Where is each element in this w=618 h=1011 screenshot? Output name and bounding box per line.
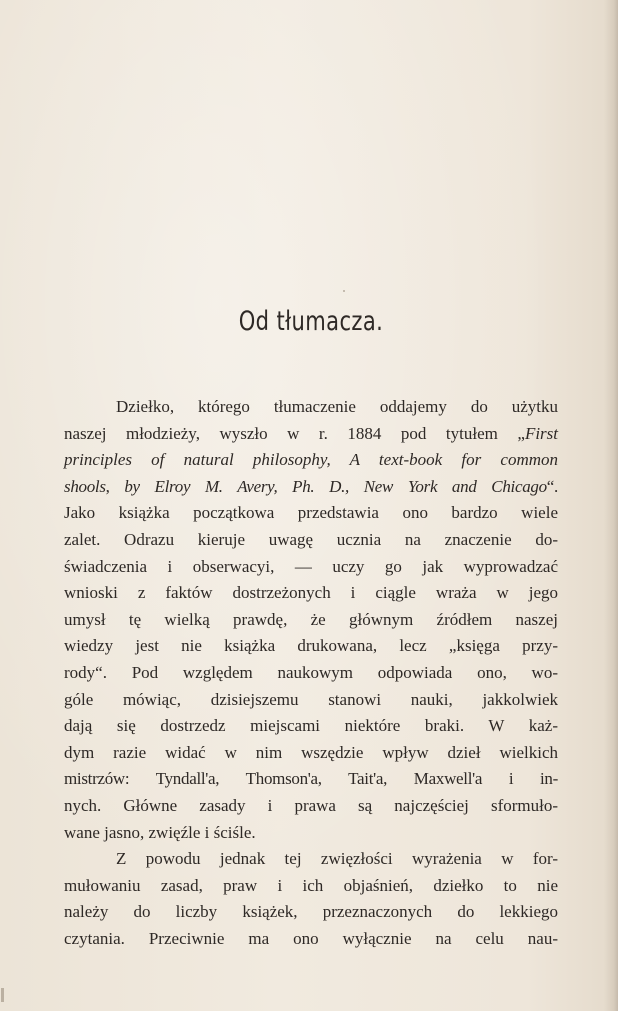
paper-speck [343, 290, 345, 292]
text-line-10: wiedzy jest nie książka drukowana, lecz „księga przy- [64, 636, 558, 656]
text-line-4-end: “. [546, 476, 558, 496]
text-line-15: mistrzów: Tyndall'a, Thomson'a, Tait'a, Maxwell'a i in- [64, 769, 558, 789]
text-line-5: Jako książka początkowa przedstawia ono bardzo wiele [64, 503, 558, 523]
text-line-9: umysł tę wielką prawdę, że głównym źródłem naszej [64, 609, 558, 629]
text-line-4-author: by Elroy M. Avery, Ph. D., New York and Chicago [124, 476, 547, 496]
text-line-14: dym razie widać w nim wszędzie wpływ dzieł wielkich [64, 742, 558, 762]
text-line-3-title: principles of natural philosophy [64, 450, 327, 470]
margin-mark [1, 988, 4, 1002]
text-line-8: wnioski z faktów dostrzeżonych i ciągle wraża w jego [64, 583, 558, 603]
text-line-2-roman: naszej młodzieży, wyszło w r. 1884 pod tytułem „ [64, 423, 525, 443]
text-line-3 [64, 447, 558, 474]
text-line-18: Z powodu jednak tej zwięzłości wyrażenia w for- [116, 849, 558, 869]
text-line-7: świadczenia i obserwacyi, — uczy go jak wyprowadzać [64, 556, 558, 576]
text-line-13: dają się dostrzedz miejscami niektóre braki. W każ- [64, 716, 558, 736]
text-line-4-shools: shools [64, 476, 106, 496]
page-title: Od tłumacza. [238, 306, 384, 337]
text-line-12: góle mówiąc, dzisiejszemu stanowi nauki, jakkolwiek [64, 689, 558, 709]
text-line-19: mułowaniu zasad, praw i ich objaśnień, dziełko to nie [64, 875, 558, 895]
text-line-3-tail: , A text-book for common [326, 450, 559, 470]
text-line-17: wane jasno, zwięźle i ściśle. [64, 822, 256, 842]
text-line-16: nych. Główne zasady i prawa są najczęściej sformuło- [64, 795, 558, 815]
text-line-6: zalet. Odrazu kieruje uwagę ucznia na znaczenie do- [64, 529, 558, 549]
text-line-1: Dziełko, którego tłumaczenie oddajemy do użytku [116, 397, 558, 416]
body-text [64, 394, 558, 952]
text-line-11: rody“. Pod względem naukowym odpowiada ono, wo- [64, 662, 558, 682]
text-line-4: shools, by Elroy M. Avery, Ph. D., New York and Chicago“. [64, 476, 558, 496]
text-line-2-italic: First [524, 423, 558, 443]
text-line-2 [64, 421, 558, 448]
text-line-20: należy do liczby książek, przeznaczonych do lekkiego [64, 902, 558, 922]
text-line-21: czytania. Przeciwnie ma ono wyłącznie na celu nau- [64, 928, 558, 948]
